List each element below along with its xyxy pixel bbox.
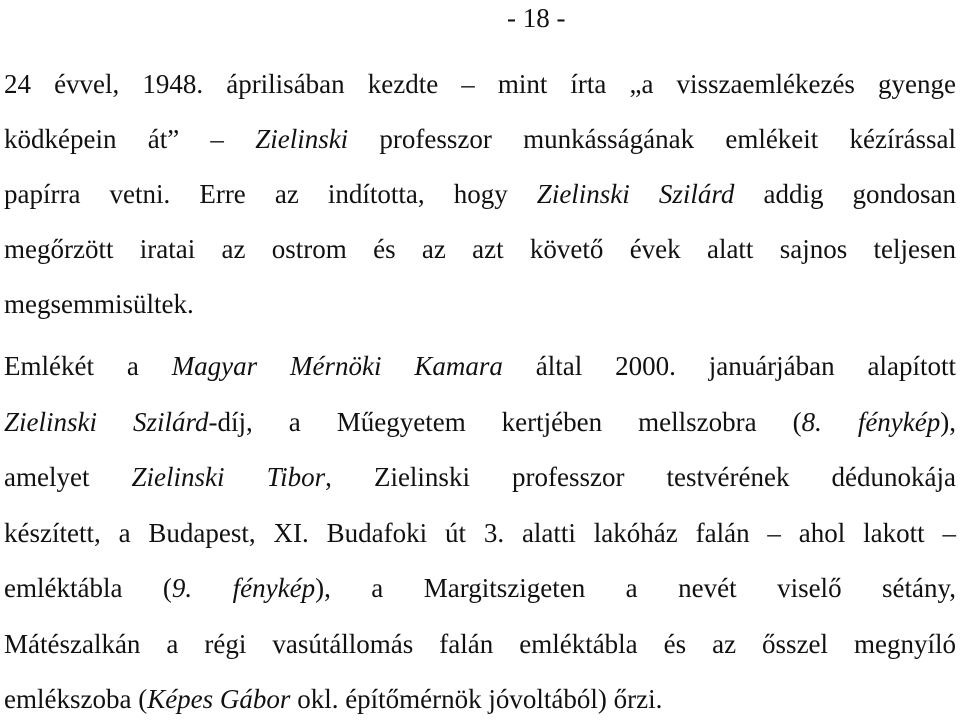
text-run: ködképein át” – <box>4 124 256 154</box>
text-line <box>4 506 956 562</box>
italic-name: Zielinski Szilárd <box>4 406 209 437</box>
text-line <box>4 277 956 332</box>
italic-name: Magyar Mérnöki Kamara <box>171 351 503 381</box>
text-run: okl. építőmérnök jóvoltából) őrzi. <box>290 684 663 714</box>
italic-name: Zielinski Szilárd <box>536 179 735 209</box>
italic-name: Zielinski Tibor <box>131 462 326 492</box>
text-line <box>4 617 956 673</box>
text-run: által 2000. januárjában alapított <box>502 351 956 381</box>
text-run: , Zielinski professzor testvérének dédunokája <box>325 462 956 492</box>
text-line <box>4 672 956 728</box>
italic-photo-ref: 9. fénykép <box>171 573 316 603</box>
text-run: professzor munkásságának emlékeit kézírással <box>348 124 956 154</box>
text-line <box>4 167 956 222</box>
italic-photo-ref: 8. fénykép <box>801 406 941 437</box>
italic-name: Képes Gábor <box>147 684 291 714</box>
text-line <box>4 57 956 112</box>
paragraph-history <box>4 57 956 332</box>
text-line <box>4 395 956 451</box>
text-run: papírra vetni. Erre az indította, hogy <box>4 179 537 209</box>
text-run: -díj, a Műegyetem kertjében mellszobra ( <box>208 406 802 437</box>
text-line <box>4 561 956 617</box>
text-run: ), <box>940 406 957 437</box>
text-line <box>4 450 956 506</box>
text-run: Mátészalkán a régi vasútállomás falán emléktábla és az ősszel megnyíló <box>4 628 956 659</box>
page-number: - 18 - <box>507 3 566 33</box>
italic-name: Zielinski <box>255 124 349 154</box>
text-line <box>4 339 956 395</box>
paragraph-memorials <box>4 339 956 728</box>
text-run: Emlékét a <box>4 351 172 381</box>
text-run: amelyet <box>4 462 132 492</box>
text-run: megsemmisültek. <box>4 289 194 319</box>
text-line <box>4 222 956 277</box>
text-run: ), a Margitszigeten a nevét viselő sétány, <box>315 573 957 603</box>
text-run: készített, a Budapest, XI. Budafoki út 3. alatti lakóház falán – ahol lakott – <box>4 517 956 548</box>
text-run: emléktábla ( <box>4 573 172 603</box>
text-run: emlékszoba ( <box>4 684 148 714</box>
text-line <box>4 112 956 167</box>
text-run: 24 évvel, 1948. áprilisában kezdte – mint írta „a visszaemlékezés gyenge <box>4 69 956 99</box>
text-run: addig gondosan <box>734 179 957 209</box>
text-run: megőrzött iratai az ostrom és az azt követő évek alatt sajnos teljesen <box>4 234 956 264</box>
